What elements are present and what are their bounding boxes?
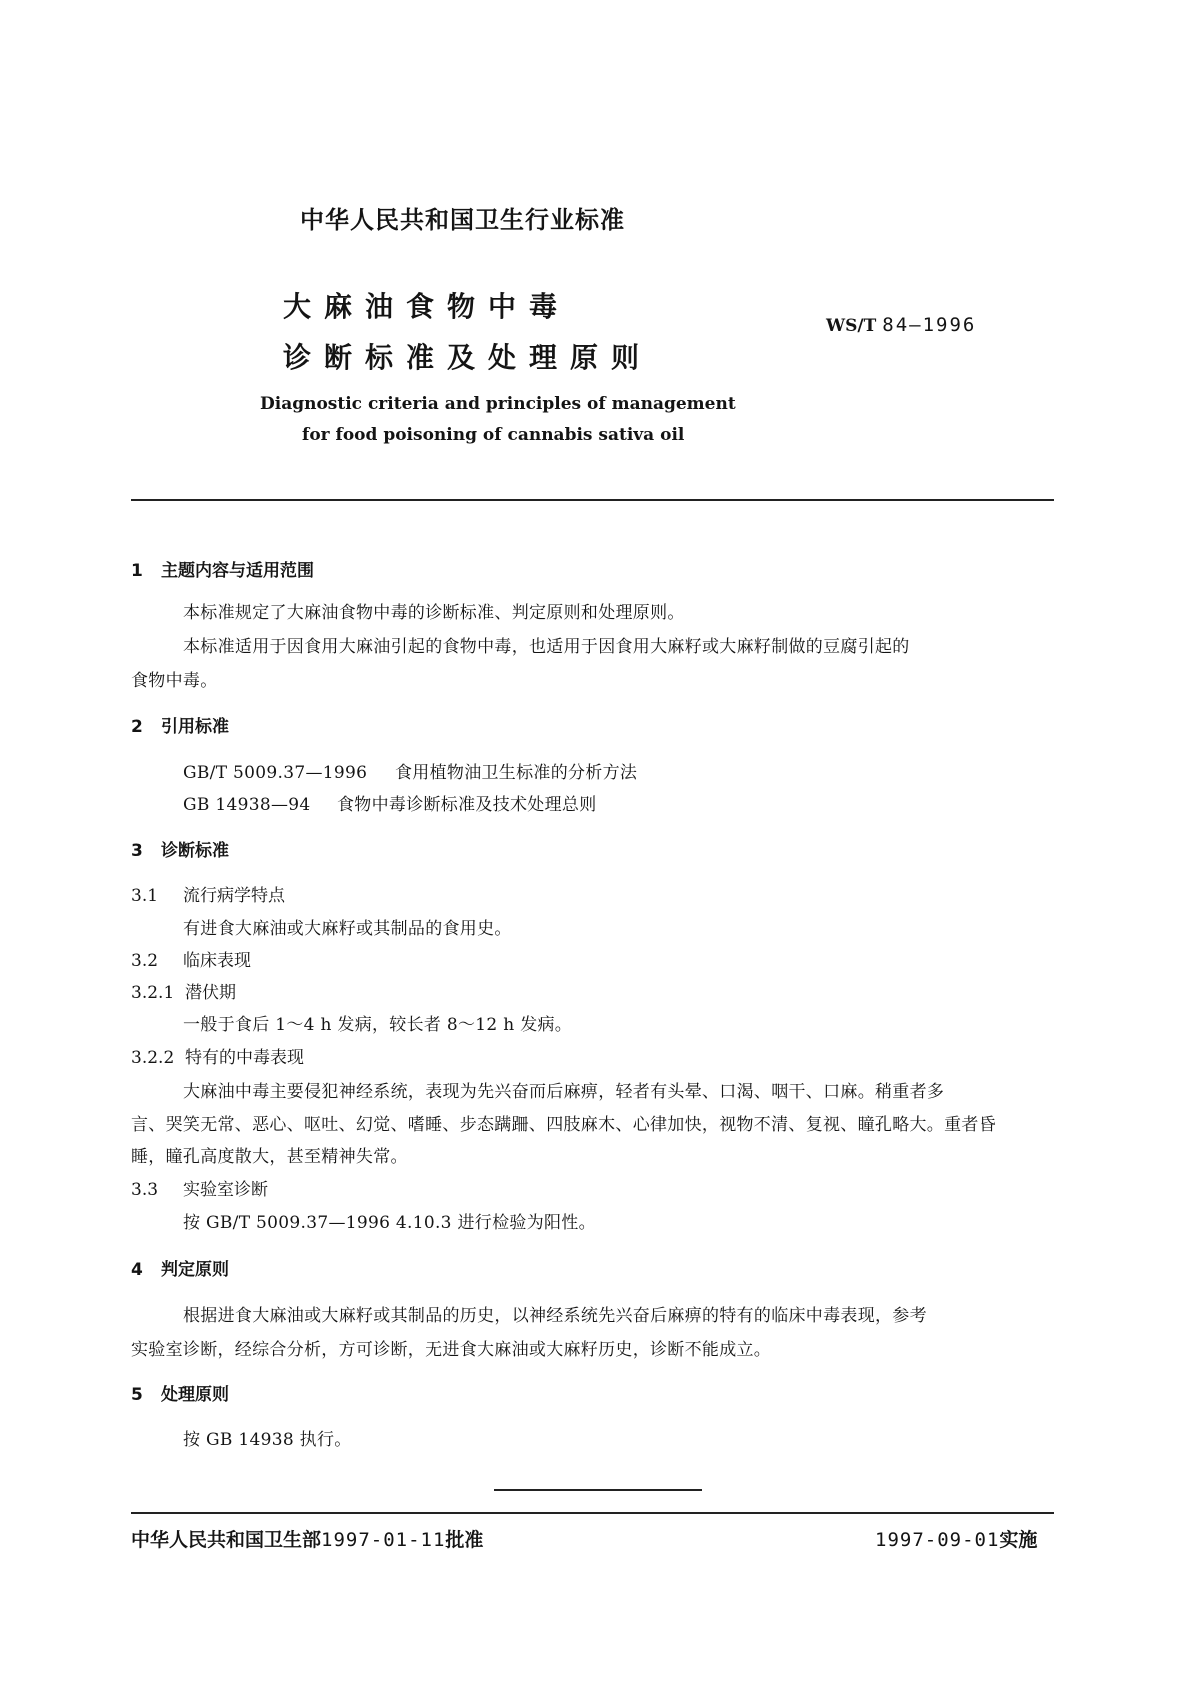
- section-title: 判定原则: [161, 1260, 229, 1280]
- reference-title: 食物中毒诊断标准及技术处理总则: [337, 795, 597, 815]
- subsection-3-2-1-text: 一般于食后 1～4 h 发病，较长者 8～12 h 发病。: [183, 1015, 573, 1035]
- reference-2: [183, 790, 597, 815]
- english-title-line-1: Diagnostic criteria and principles of management: [260, 394, 736, 414]
- section-number: 4: [131, 1260, 143, 1280]
- reference-code: GB 14938—94: [183, 795, 311, 815]
- english-title-line-2: for food poisoning of cannabis sativa oil: [302, 425, 685, 445]
- reference-1: [183, 758, 637, 783]
- subsection-3-1-heading: [131, 881, 285, 906]
- subsection-3-2-2-line-2: 言、哭笑无常、恶心、呕吐、幻觉、嗜睡、步态蹒跚、四肢麻木、心律加快，视物不清、复视、瞳孔略大。重者昏: [131, 1115, 996, 1135]
- standard-code: [826, 314, 976, 336]
- subsection-number: 3.3: [131, 1180, 159, 1200]
- header-divider: [131, 499, 1054, 501]
- section-1-paragraph-1: 本标准规定了大麻油食物中毒的诊断标准、判定原则和处理原则。: [183, 603, 685, 623]
- subsection-3-2-2-line-3: 睡，瞳孔高度散大，甚至精神失常。: [131, 1147, 408, 1167]
- subsection-3-1-text: 有进食大麻油或大麻籽或其制品的食用史。: [183, 919, 512, 939]
- effective-label: 实施: [999, 1529, 1038, 1551]
- subsection-3-2-2-line-1: 大麻油中毒主要侵犯神经系统，表现为先兴奋而后麻痹，轻者有头晕、口渴、咽干、口麻。稍重者多: [183, 1082, 945, 1102]
- section-number: 2: [131, 717, 143, 737]
- approval-label: 批准: [445, 1529, 484, 1551]
- section-number: 5: [131, 1385, 143, 1405]
- subsection-number: 3.2: [131, 951, 159, 971]
- section-title: 诊断标准: [161, 841, 229, 861]
- approval-line: [131, 1525, 483, 1552]
- approving-authority: 中华人民共和国卫生部: [131, 1529, 322, 1551]
- section-1-heading: [131, 556, 314, 581]
- standard-code-prefix: WS/T: [826, 316, 877, 336]
- subsection-3-2-2-heading: [131, 1043, 304, 1068]
- issuing-authority: 中华人民共和国卫生行业标准: [300, 206, 625, 234]
- subsection-3-3-text: 按 GB/T 5009.37—1996 4.10.3 进行检验为阳性。: [183, 1213, 596, 1233]
- section-title: 引用标准: [161, 717, 229, 737]
- subsection-3-2-heading: [131, 946, 251, 971]
- reference-code: GB/T 5009.37—1996: [183, 763, 368, 783]
- section-number: 1: [131, 561, 143, 581]
- subsection-number: 3.1: [131, 886, 159, 906]
- subsection-title: 特有的中毒表现: [185, 1048, 304, 1068]
- subsection-3-3-heading: [131, 1175, 268, 1200]
- section-5-text: 按 GB 14938 执行。: [183, 1430, 352, 1450]
- section-4-heading: [131, 1255, 229, 1280]
- reference-title: 食用植物油卫生标准的分析方法: [395, 763, 638, 783]
- section-4-line-2: 实验室诊断，经综合分析，方可诊断，无进食大麻油或大麻籽历史，诊断不能成立。: [131, 1340, 772, 1360]
- subsection-title: 流行病学特点: [183, 886, 285, 906]
- subsection-title: 临床表现: [183, 951, 251, 971]
- effective-date: 1997-09-01: [875, 1529, 1000, 1551]
- section-4-line-1: 根据进食大麻油或大麻籽或其制品的历史，以神经系统先兴奋后麻痹的特有的临床中毒表现，参考: [183, 1306, 927, 1326]
- approval-date: 1997-01-11: [321, 1529, 446, 1551]
- title-line-2: 诊断标准及处理原则: [283, 341, 653, 374]
- section-2-heading: [131, 712, 229, 737]
- standard-code-number: 84—1996: [882, 314, 977, 336]
- subsection-title: 实验室诊断: [183, 1180, 268, 1200]
- section-number: 3: [131, 841, 143, 861]
- section-title: 主题内容与适用范围: [161, 561, 314, 581]
- section-3-heading: [131, 836, 229, 861]
- subsection-number: 3.2.2: [131, 1048, 175, 1068]
- effective-line: [875, 1525, 1037, 1552]
- section-1-paragraph-2-line-2: 食物中毒。: [131, 671, 218, 691]
- subsection-3-2-1-heading: [131, 978, 236, 1003]
- title-line-1: 大麻油食物中毒: [283, 290, 571, 323]
- section-5-heading: [131, 1380, 229, 1405]
- section-title: 处理原则: [161, 1385, 229, 1405]
- subsection-number: 3.2.1: [131, 983, 175, 1003]
- end-of-text-rule: [494, 1489, 702, 1491]
- footer-divider: [131, 1512, 1054, 1514]
- subsection-title: 潜伏期: [185, 983, 236, 1003]
- section-1-paragraph-2-line-1: 本标准适用于因食用大麻油引起的食物中毒，也适用于因食用大麻籽或大麻籽制做的豆腐引起的: [183, 637, 910, 657]
